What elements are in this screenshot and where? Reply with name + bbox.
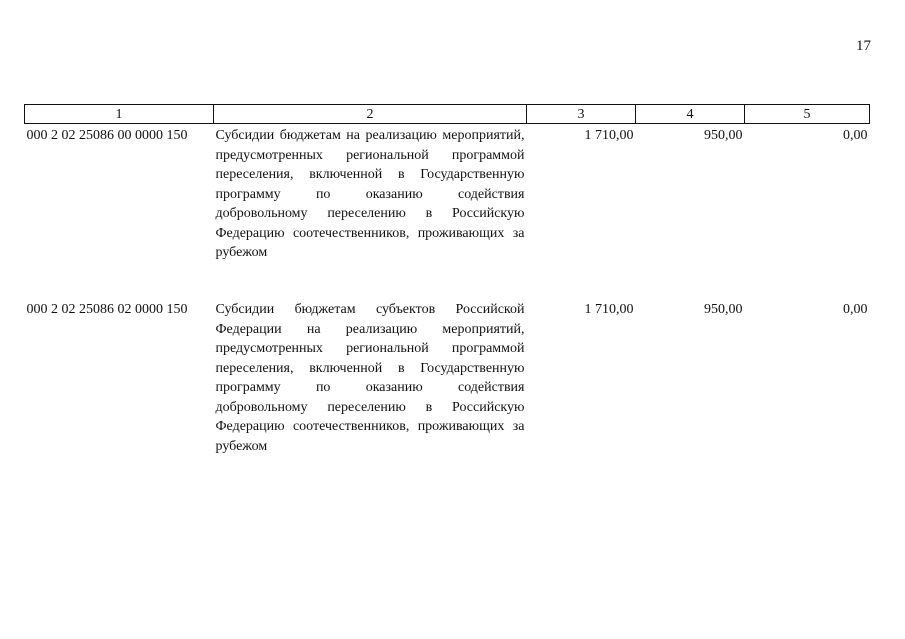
item-description: Субсидии бюджетам на реализацию мероприятий, предусмотренных региональной программой переселения, включенной в Государственную программу по оказанию содействия добровольному переселению в Российскую Федерацию соотечественников, проживающих за рубежом [215, 128, 525, 260]
budget-code: 000 2 02 25086 02 0000 150 [26, 302, 188, 317]
budget-table [24, 104, 870, 456]
column-header-1: 1 [25, 105, 214, 124]
value-col-4: 950,00 [704, 128, 743, 143]
page-number: 17 [856, 38, 871, 54]
table-row [25, 298, 870, 456]
value-col-3: 1 710,00 [584, 128, 634, 143]
value-col-5: 0,00 [843, 128, 868, 143]
table-header-row [25, 105, 870, 124]
column-header-3: 3 [527, 105, 636, 124]
value-col-5: 0,00 [843, 302, 868, 317]
value-col-4: 950,00 [704, 302, 743, 317]
item-description: Субсидии бюджетам субъектов Российской Федерации на реализацию мероприятий, предусмотренных региональной программой переселения, включенной в Государственную программу по оказанию содействия добровольному переселению в Российскую Федерацию соотечественников, проживающих за рубежом [215, 302, 525, 454]
column-header-5: 5 [745, 105, 870, 124]
value-col-3: 1 710,00 [584, 302, 634, 317]
table-row [25, 124, 870, 299]
budget-code: 000 2 02 25086 00 0000 150 [26, 128, 188, 143]
column-header-2: 2 [214, 105, 527, 124]
column-header-4: 4 [636, 105, 745, 124]
